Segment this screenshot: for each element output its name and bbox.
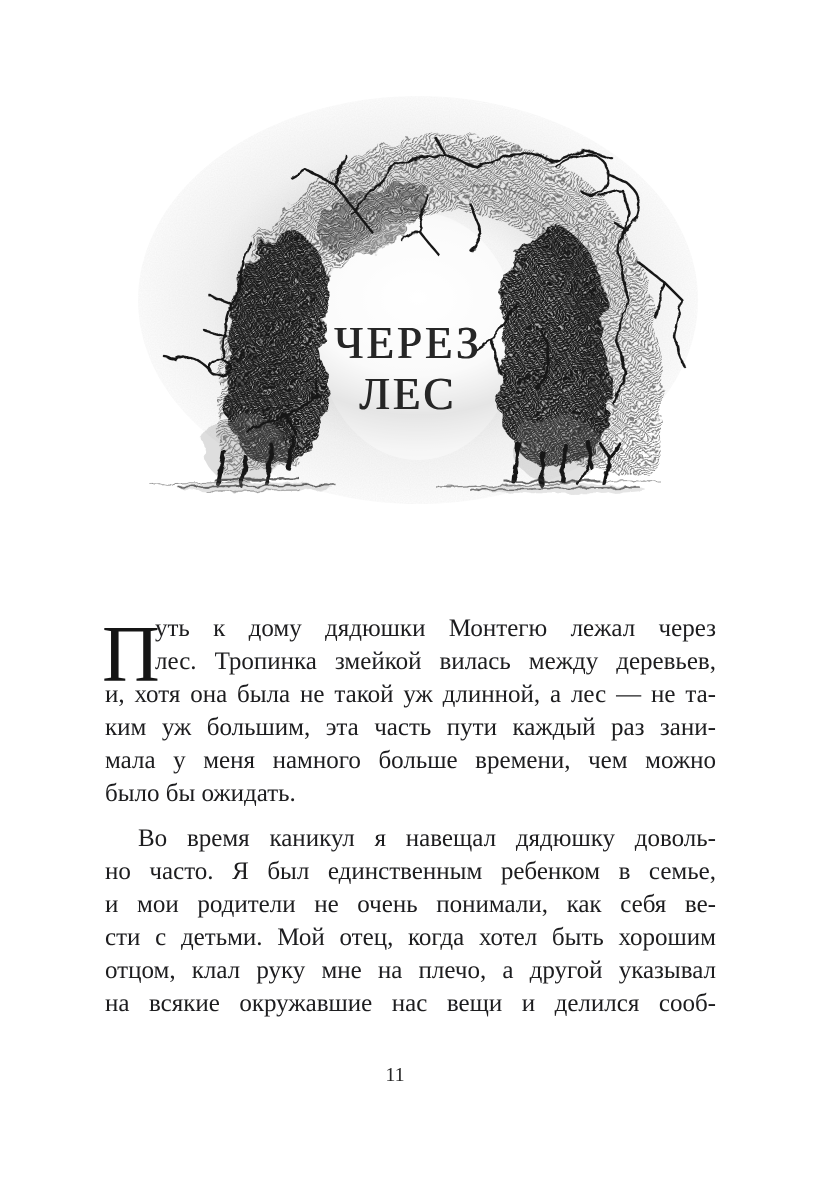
text-line: лес. Тропинка змейкой вилась между деревьев, [155,648,716,675]
chapter-title [248,318,568,420]
drop-cap: П [102,611,160,699]
text-line: и, хотя она была не такой уж длинной, а лес — не та- [105,681,716,708]
text-line: мала у меня намного больше времени, чем можно [105,747,716,774]
page-number: 11 [385,1064,405,1086]
forest-arch-illustration [0,0,821,540]
text-line: сти с детьми. Мой отец, когда хотел быть хорошим [105,924,716,951]
text-line: было бы ожидать. [105,780,296,807]
text-line: и мои родители не очень понимали, как себя ве- [105,891,716,918]
text-line: отцом, клал руку мне на плечо, а другой указывал [105,957,716,984]
text-line: но часто. Я был единственным ребенком в семье, [105,858,716,885]
paragraph-2 [105,822,716,1020]
text-line: на всякие окружавшие нас вещи и делился сооб- [105,990,716,1017]
text-line: уть к дому дядюшки Монтегю лежал через [155,615,716,642]
text-line: ким уж большим, эта часть пути каждый раз зани- [105,714,716,741]
text-line: Во время каникул я навещал дядюшку доволь- [138,825,716,852]
chapter-title-line-1: ЧЕРЕЗ [334,318,482,368]
forest-arch-svg [0,0,821,540]
paragraph-1 [102,611,716,810]
body-text [102,611,716,1020]
chapter-title-line-2: ЛЕС [359,369,457,419]
